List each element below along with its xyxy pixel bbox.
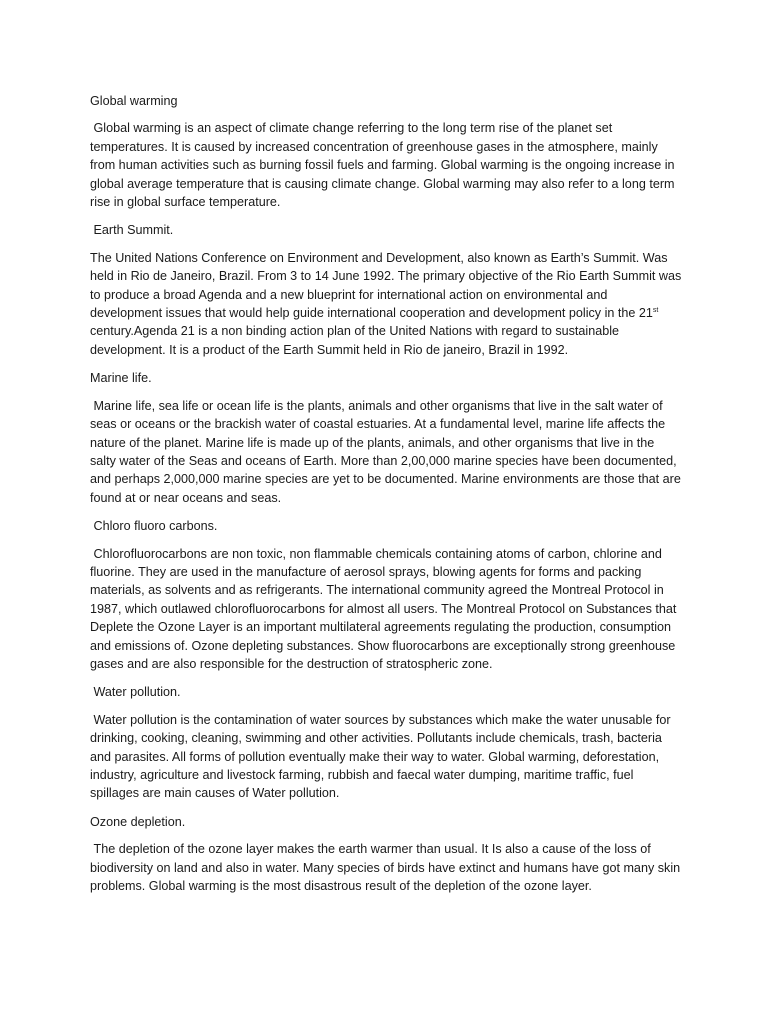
paragraph-ozone-depletion: The depletion of the ozone layer makes the earth warmer than usual. It Is also a cause of the loss of biodiversity on land and also in water. Many species of birds have extinct and humans have got many skin problems. Global warming is the most disastrous result of the depletion of the ozone layer.: [90, 842, 684, 894]
paragraph-global-warming: Global warming is an aspect of climate change referring to the long term rise of the planet set temperatures. It is caused by increased concentration of greenhouse gases in the atmosphere, mainly from human activities such as burning fossil fuels and farming. Global warming is the ongoing increase in global average temperature that is causing climate change. Global warming may also refer to a long term rise in global surface temperature.: [90, 121, 679, 210]
heading-water-pollution: Water pollution.: [90, 685, 181, 700]
superscript-st: st: [652, 306, 659, 314]
heading-marine-life: Marine life.: [90, 371, 152, 386]
heading-earth-summit: Earth Summit.: [90, 223, 174, 238]
paragraph-earth-summit-part2: century.Agenda 21 is a non binding action plan of the United Nations with regard to sustainable development. It is a product of the Earth Summit held in Rio de janeiro, Brazil in 1992.: [90, 306, 662, 357]
paragraph-earth-summit: [90, 249, 685, 359]
document-page: [90, 92, 685, 905]
paragraph-chlorofluorocarbons: Chlorofluorocarbons are non toxic, non flammable chemicals containing atoms of carbon, chlorine and fluorine. They are used in the manufacture of aerosol sprays, blowing agents for forms and packing materials, as solvents and as refrigerants. The international community agreed the Montreal Protocol in 1987, which outlawed chlorofluorocarbons for almost all users. The Montreal Protocol on Substances that Deplete the Ozone Layer is an important multilateral agreements regulating the production, consumption and emissions of. Ozone depleting substances. Show fluorocarbons are exceptionally strong greenhouse gases and are also responsible for the destruction of stratospheric zone.: [90, 546, 680, 671]
paragraph-water-pollution: Water pollution is the contamination of water sources by substances which make the water unusable for drinking, cooking, cleaning, swimming and other activities. Pollutants include chemicals, trash, bacteria and parasites. All forms of pollution eventually make their way to water. Global warming, deforestation, industry, agriculture and livestock farming, rubbish and faecal water dumping, maritime traffic, fuel spillages are main causes of Water pollution.: [90, 712, 675, 801]
paragraph-marine-life: Marine life, sea life or ocean life is the plants, animals and other organisms that live in the salt water of seas or oceans or the brackish water of coastal estuaries. At a fundamental level, marine life affects the nature of the planet. Marine life is made up of the plants, animals, and other organisms that live in the salty water of the Seas and oceans of Earth. More than 2,00,000 marine species have been documented, and perhaps 2,000,000 marine species are yet to be documented. Marine environments are those that are found at or near oceans and seas.: [90, 398, 685, 505]
heading-chlorofluorocarbons: Chloro fluoro carbons.: [90, 519, 218, 534]
heading-ozone-depletion: Ozone depletion.: [90, 814, 186, 829]
paragraph-earth-summit-part1: The United Nations Conference on Environment and Development, also known as Earth’s Summit. Was held in Rio de Janeiro, Brazil. From 3 to 14 June 1992. The primary objective of the Rio Earth Summit was to produce a broad Agenda and a new blueprint for international action on environmental and development issues that would help guide international cooperation and development policy in the 21: [90, 250, 685, 321]
heading-global-warming: Global warming: [90, 94, 178, 108]
